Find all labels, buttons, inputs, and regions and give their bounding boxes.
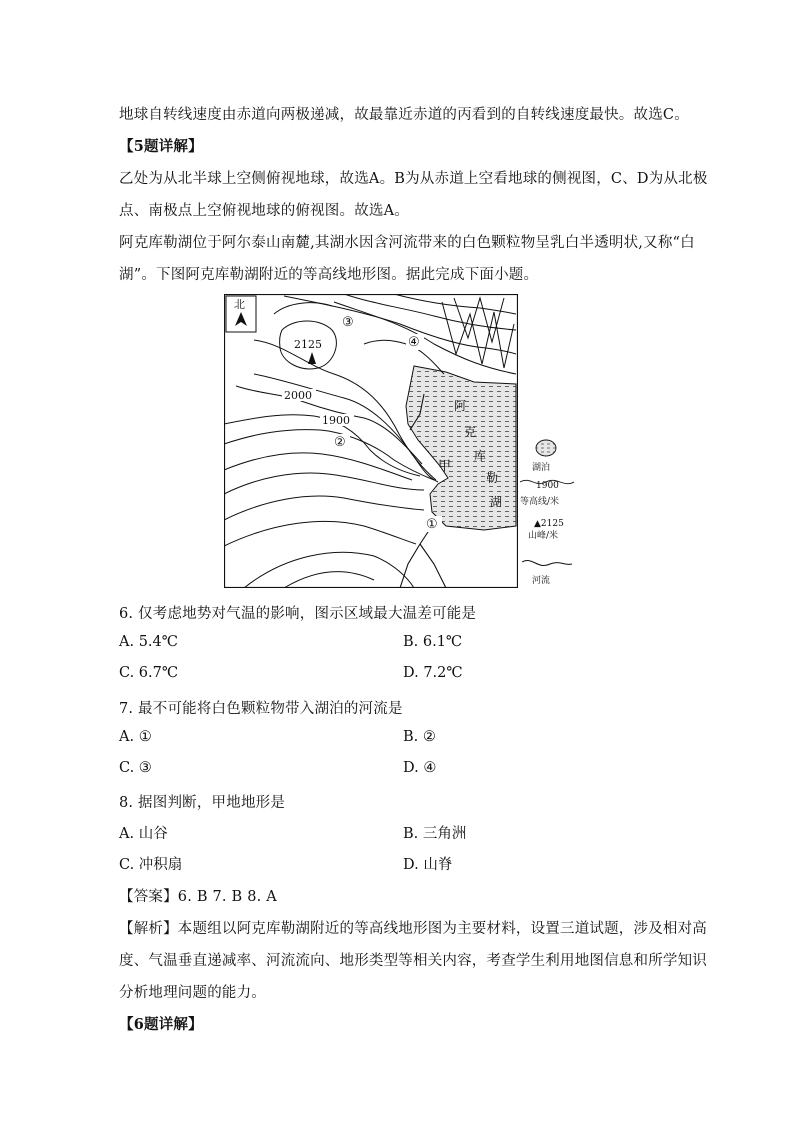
q5-detail-header: 【5题详解】 bbox=[119, 138, 203, 155]
legend-contour-label: 等高线/米 bbox=[520, 497, 560, 507]
point-jia-label: 甲 bbox=[438, 459, 452, 474]
legend-contour-value: 1900 bbox=[536, 481, 559, 491]
q8-option-a[interactable]: A. 山谷 bbox=[119, 826, 168, 842]
analysis-line-2: 度、气温垂直递减率、河流流向、地形类型等相关内容，考查学生利用地图信息和所学知识 bbox=[119, 953, 707, 969]
text-line-p3a: 阿克库勒湖位于阿尔泰山南麓,其湖水因含河流带来的白色颗粒物呈乳白半透明状,又称“白 bbox=[119, 235, 695, 251]
q6-detail-header: 【6题详解】 bbox=[119, 1016, 203, 1033]
answer-line: 【答案】6. B 7. B 8. A bbox=[119, 889, 277, 905]
question-7-stem: 7. 最不可能将白色颗粒物带入湖泊的河流是 bbox=[119, 701, 403, 717]
q6-option-a[interactable]: A. 5.4℃ bbox=[119, 634, 178, 650]
legend-river-label: 河流 bbox=[532, 576, 551, 586]
lake-name-char: 湖 bbox=[490, 495, 503, 509]
peak-elevation-label: 2125 bbox=[294, 338, 322, 351]
q6-option-b[interactable]: B. 6.1℃ bbox=[403, 634, 463, 650]
legend-lake-icon bbox=[536, 440, 556, 456]
q8-option-d[interactable]: D. 山脊 bbox=[403, 857, 453, 873]
contour-map bbox=[224, 294, 518, 588]
legend-peak-value: ▲2125 bbox=[534, 519, 564, 529]
question-6-stem: 6. 仅考虑地势对气温的影响，图示区域最大温差可能是 bbox=[119, 606, 477, 622]
analysis-line-1: 【解析】本题组以阿克库勒湖附近的等高线地形图为主要材料，设置三道试题，涉及相对高 bbox=[119, 921, 707, 937]
river-marker-2: ② bbox=[334, 435, 346, 450]
q7-option-a[interactable]: A. ① bbox=[119, 729, 152, 745]
q7-option-b[interactable]: B. ② bbox=[403, 729, 436, 745]
question-8-stem: 8. 据图判断，甲地地形是 bbox=[119, 795, 286, 811]
text-line-p3b: 湖”。下图阿克库勒湖附近的等高线地形图。据此完成下面小题。 bbox=[119, 267, 539, 283]
contour-label-1900: 1900 bbox=[322, 414, 350, 427]
contour-label-2000: 2000 bbox=[284, 389, 312, 402]
legend-lake-label: 湖泊 bbox=[532, 463, 551, 473]
legend-peak-label: 山峰/米 bbox=[528, 531, 559, 541]
legend-river-icon bbox=[522, 560, 572, 565]
map-legend bbox=[516, 430, 596, 590]
river-marker-4: ④ bbox=[408, 335, 420, 350]
q7-option-d[interactable]: D. ④ bbox=[403, 760, 437, 776]
lake-name-char: 克 bbox=[464, 425, 477, 439]
lake-name-char: 勒 bbox=[486, 471, 499, 485]
lake-name-char: 库 bbox=[474, 449, 487, 463]
q8-option-c[interactable]: C. 冲积扇 bbox=[119, 857, 183, 873]
river-marker-3: ③ bbox=[342, 315, 354, 330]
text-line-p2b: 点、南极点上空俯视地球的俯视图。故选A。 bbox=[119, 203, 409, 219]
text-line-p2a: 乙处为从北半球上空侧俯视地球，故选A。B为从赤道上空看地球的侧视图，C、D为从北极 bbox=[119, 171, 708, 187]
q7-option-c[interactable]: C. ③ bbox=[119, 760, 152, 776]
q6-option-d[interactable]: D. 7.2℃ bbox=[403, 665, 463, 681]
text-line-p1: 地球自转线速度由赤道向两极递减，故最靠近赤道的丙看到的自转线速度最快。故选C。 bbox=[119, 107, 689, 123]
q6-option-c[interactable]: C. 6.7℃ bbox=[119, 665, 179, 681]
north-label: 北 bbox=[234, 298, 245, 311]
lake-name-char: 阿 bbox=[454, 399, 467, 413]
q8-option-b[interactable]: B. 三角洲 bbox=[403, 826, 467, 842]
analysis-line-3: 分析地理问题的能力。 bbox=[119, 985, 266, 1001]
river-marker-1: ① bbox=[426, 517, 438, 532]
